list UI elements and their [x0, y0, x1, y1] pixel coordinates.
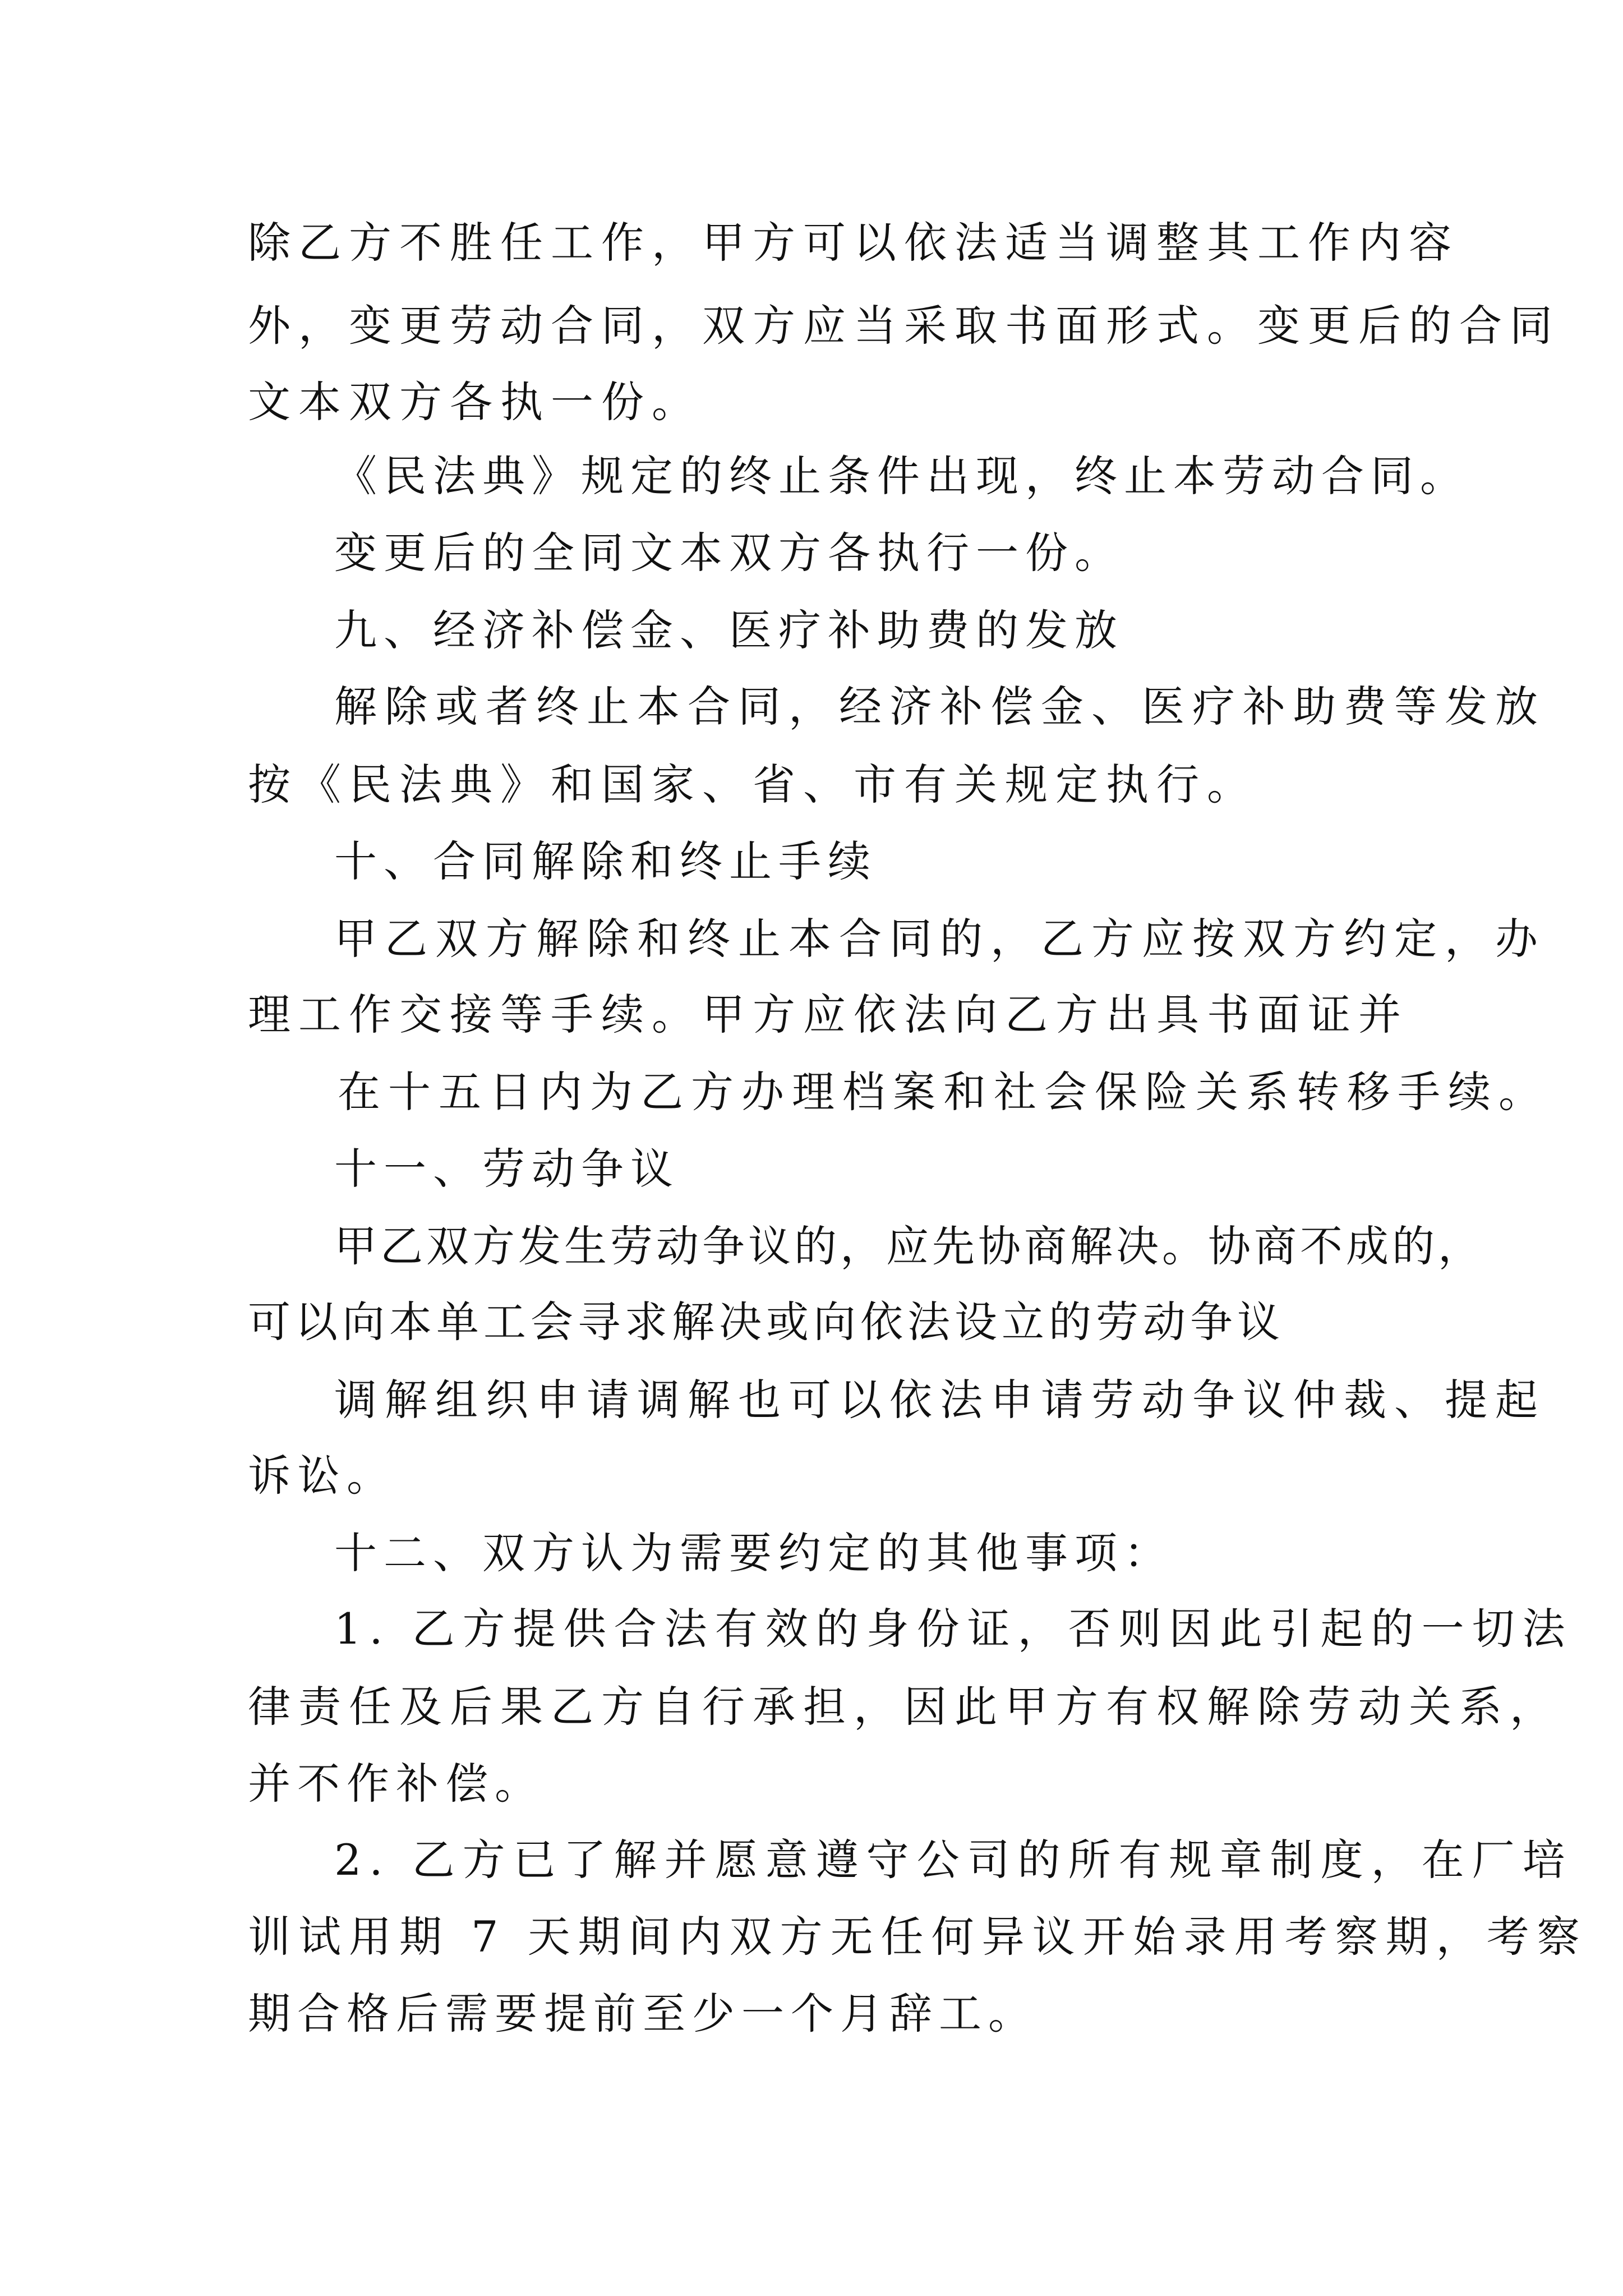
text-line: 律责任及后果乙方自行承担，因此甲方有权解除劳动关系， — [248, 1682, 1560, 1732]
text-line: 可以向本单工会寻求解决或向依法设立的劳动争议 — [248, 1297, 1284, 1347]
text-line: 变更后的全同文本双方各执行一份。 — [334, 528, 1124, 578]
text-line: 除乙方不胜任工作，甲方可以依法适当调整其工作内容 — [248, 218, 1459, 268]
text-line: 按《民法典》和国家、省、市有关规定执行。 — [248, 760, 1257, 809]
text-line: 期合格后需要提前至少一个月辞工。 — [248, 1989, 1038, 2039]
text-line: 并不作补偿。 — [248, 1759, 544, 1809]
text-line: 诉讼。 — [248, 1451, 396, 1501]
text-line: 解除或者终止本合同，经济补偿金、医疗补助费等发放 — [334, 682, 1546, 731]
text-line: 文本双方各执一份。 — [248, 377, 702, 427]
text-line: 在十五日内为乙方办理档案和社会保险关系转移手续。 — [338, 1067, 1549, 1117]
text-line: 理工作交接等手续。甲方应依法向乙方出具书面证并 — [248, 990, 1409, 1039]
text-line: 甲乙双方解除和终止本合同的，乙方应按双方约定，办 — [334, 914, 1546, 964]
text-line: 甲乙双方发生劳动争议的，应先协商解决。协商不成的， — [334, 1221, 1484, 1271]
text-line: 1. 乙方提供合法有效的身份证，否则因此引起的一切法 — [334, 1604, 1573, 1654]
text-line: 《民法典》规定的终止条件出现，终止本劳动合同。 — [334, 451, 1469, 501]
section-heading: 九、经济补偿金、医疗补助费的发放 — [334, 605, 1124, 655]
text-line: 2. 乙方已了解并愿意遵守公司的所有规章制度，在厂培 — [334, 1835, 1573, 1885]
section-heading: 十一、劳动争议 — [334, 1144, 680, 1194]
section-heading: 十二、双方认为需要约定的其他事项： — [334, 1528, 1173, 1578]
section-heading: 十、合同解除和终止手续 — [334, 836, 877, 886]
text-line: 训试用期 7 天期间内双方无任何异议开始录用考察期，考察 — [248, 1912, 1588, 1962]
text-line: 调解组织申请调解也可以依法申请劳动争议仲裁、提起 — [334, 1375, 1546, 1425]
text-line: 外，变更劳动合同，双方应当采取书面形式。变更后的合同 — [248, 301, 1560, 351]
